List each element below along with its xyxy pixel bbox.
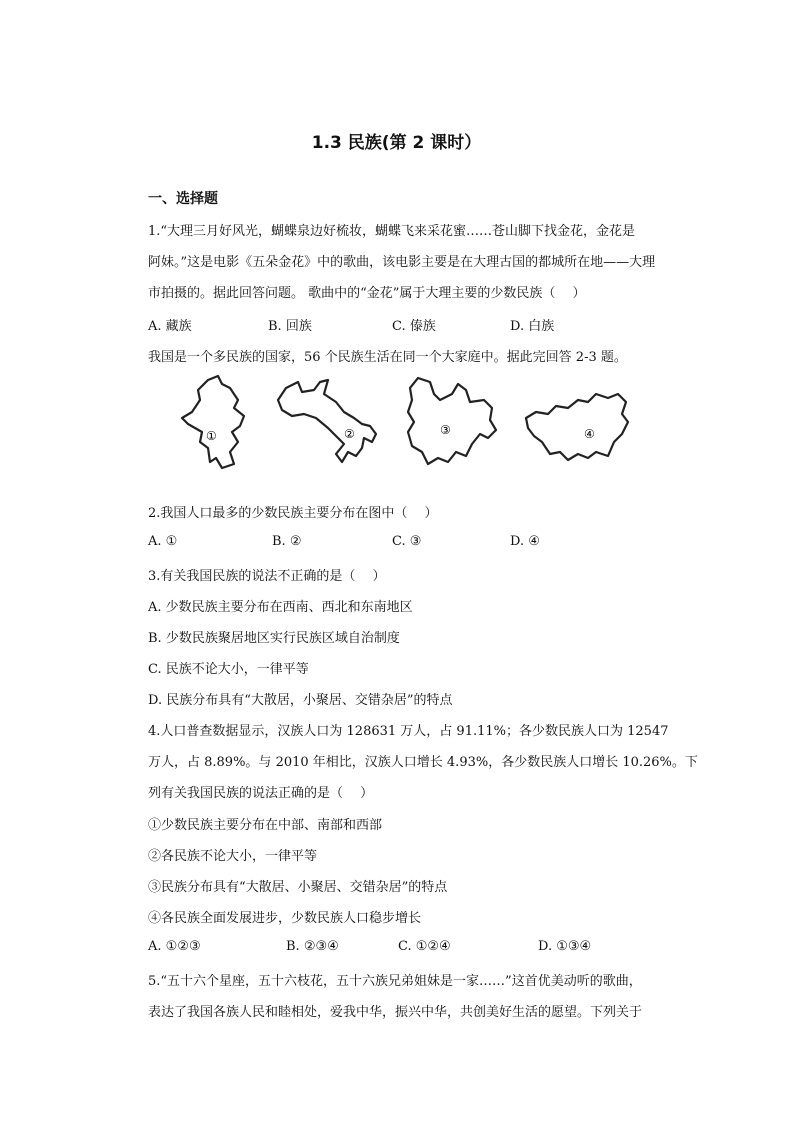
q4-option-b[interactable]: B. ②③④ [286,939,339,954]
q4-item-4: ④各民族全面发展进步，少数民族人口稳步增长 [148,911,422,926]
q3-option-a[interactable]: A. 少数民族主要分布在西南、西北和东南地区 [148,600,413,615]
q2-line: 2.我国人口最多的少数民族主要分布在图中（ ） [148,506,438,521]
q4-option-c[interactable]: C. ①②④ [398,939,451,954]
q1-line-2: 阿妹。”这是电影《五朵金花》中的歌曲，该电影主要是在大理古国的都城所在地——大理 [148,255,656,270]
q2-option-c[interactable]: C. ③ [392,534,422,549]
map-label-2: ② [344,427,355,441]
q2-option-b[interactable]: B. ② [272,534,302,549]
ningxia-outline-icon [178,372,258,472]
yunnan-outline-icon [400,372,506,472]
q1-option-c[interactable]: C. 傣族 [392,319,436,334]
section-heading: 一、选择题 [148,191,218,207]
q3-option-d[interactable]: D. 民族分布具有“大散居，小聚居、交错杂居”的特点 [148,693,453,708]
map-label-1: ① [206,429,217,443]
q5-line-2: 表达了我国各族人民和睦相处，爱我中华，振兴中华，共创美好生活的愿望。下列关于 [148,1005,643,1020]
q1-option-d[interactable]: D. 白族 [510,319,555,334]
q4-line-3: 列有关我国民族的说法正确的是（ ） [148,786,374,801]
q4-item-3: ③民族分布具有“大散居、小聚居、交错杂居”的特点 [148,880,448,895]
q1-option-b[interactable]: B. 回族 [268,319,312,334]
q4-option-a[interactable]: A. ①②③ [148,939,201,954]
guangxi-outline-icon [522,372,638,472]
q4-item-1: ①少数民族主要分布在中部、南部和西部 [148,818,383,833]
province-maps [178,372,638,472]
q5-line-1: 5.“五十六个星座，五十六枝花，五十六族兄弟姐妹是一家……”这首优美动听的歌曲， [148,974,642,989]
q3-line: 3.有关我国民族的说法不正确的是（ ） [148,569,386,584]
q1-line-3: 市拍摄的。据此回答问题。 歌曲中的“金花”属于大理主要的少数民族（ ） [148,286,586,301]
q4-line-2: 万人，占 8.89%。与 2010 年相比，汉族人口增长 4.93%，各少数民族人口增长 10.26%。下 [148,755,698,770]
page-title: 1.3 民族(第 2 课时） [311,133,482,153]
q4-option-d[interactable]: D. ①③④ [538,939,592,954]
q3-option-b[interactable]: B. 少数民族聚居地区实行民族区域自治制度 [148,631,400,646]
map-label-4: ④ [584,427,595,441]
q2-option-a[interactable]: A. ① [148,534,178,549]
q1-option-a[interactable]: A. 藏族 [148,319,192,334]
q4-item-2: ②各民族不论大小，一律平等 [148,849,318,864]
q2-option-d[interactable]: D. ④ [510,534,540,549]
q1-line-1: 1.“大理三月好风光，蝴蝶泉边好梳妆，蝴蝶飞来采花蜜……苍山脚下找金花，金花是 [148,224,636,239]
intro-q2-3: 我国是一个多民族的国家，56 个民族生活在同一个大家庭中。据此完回答 2-3 题。 [148,350,627,365]
q3-option-c[interactable]: C. 民族不论大小，一律平等 [148,662,309,677]
map-label-3: ③ [440,423,451,437]
gansu-outline-icon [272,372,390,472]
q4-line-1: 4.人口普查数据显示，汉族人口为 128631 万人，占 91.11%；各少数民族人口为 12547 [148,724,669,739]
